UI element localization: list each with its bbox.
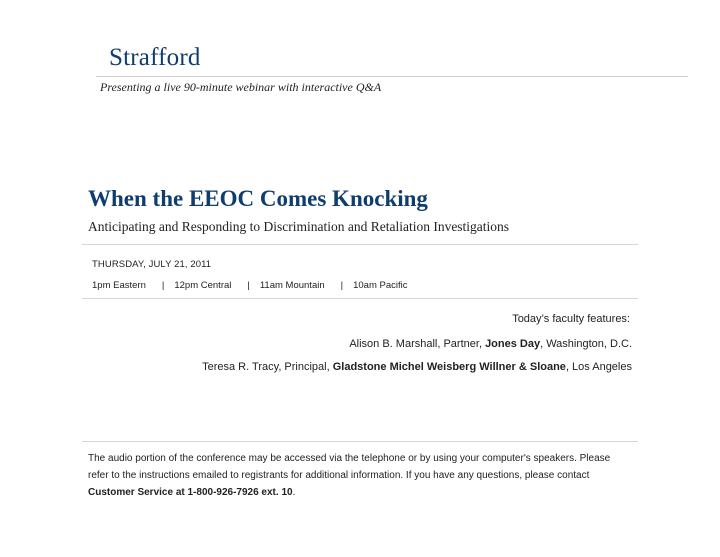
faculty-firm: Gladstone Michel Weisberg Willner & Sloane xyxy=(332,361,566,373)
faculty-heading: Today’s faculty features: xyxy=(512,313,630,325)
audio-instructions-text: The audio portion of the conference may be accessed via the telephone or by using your computer's speakers. Please refer to the instructions emailed to registrants for additional information. If you have any questions, please contact xyxy=(88,453,611,481)
faculty-location: , Los Angeles xyxy=(565,361,632,373)
time-pacific: 10am Pacific xyxy=(353,280,408,291)
time-central: 12pm Central xyxy=(174,280,232,291)
faculty-member xyxy=(202,361,632,373)
audio-instructions xyxy=(88,450,633,501)
header-divider xyxy=(96,76,688,77)
customer-service-contact: Customer Service at 1-800-926-7926 ext. 10 xyxy=(88,487,293,498)
webinar-date: THURSDAY, JULY 21, 2011 xyxy=(92,259,212,270)
faculty-name-title: Alison B. Marshall, Partner, xyxy=(349,338,486,350)
tagline: Presenting a live 90-minute webinar with interactive Q&A xyxy=(100,80,382,94)
time-zones xyxy=(92,280,407,291)
time-separator: | xyxy=(340,280,344,291)
faculty-name-title: Teresa R. Tracy, Principal, xyxy=(202,361,333,373)
divider-mid xyxy=(82,298,638,299)
faculty-firm: Jones Day xyxy=(485,338,541,350)
time-separator: | xyxy=(247,280,250,291)
webinar-subtitle: Anticipating and Responding to Discrimination and Retaliation Investigations xyxy=(88,219,510,234)
divider-footer xyxy=(82,441,638,442)
strafford-logo: Strafford xyxy=(109,44,201,71)
footer-end: . xyxy=(292,487,296,498)
time-mountain: 11am Mountain xyxy=(259,280,325,291)
time-separator: | xyxy=(161,280,165,291)
divider-top xyxy=(82,244,638,245)
webinar-title: When the EEOC Comes Knocking xyxy=(88,186,428,211)
time-eastern: 1pm Eastern xyxy=(92,280,146,291)
faculty-member xyxy=(349,338,632,350)
faculty-location: , Washington, D.C. xyxy=(540,338,632,350)
